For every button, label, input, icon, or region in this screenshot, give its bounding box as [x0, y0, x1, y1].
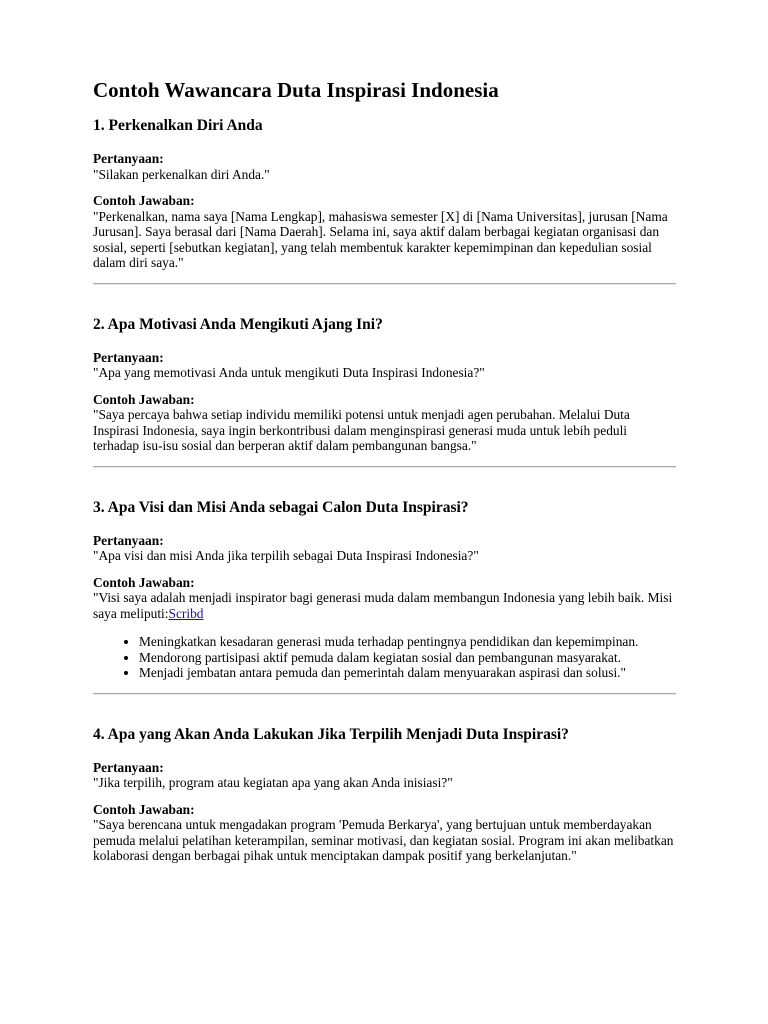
- scribd-link[interactable]: Scribd: [168, 605, 204, 621]
- section-heading: 1. Perkenalkan Diri Anda: [93, 117, 263, 134]
- list-item: • Mendorong partisipasi aktif pemuda dalam kegiatan sosial dan pembangunan masyarakat.: [139, 650, 676, 666]
- document-content: [93, 76, 676, 864]
- section-1: [93, 116, 676, 283]
- answer-label: Contoh Jawaban:: [93, 391, 195, 407]
- answer-text: "Saya berencana untuk mengadakan program 'Pemuda Berkarya', yang bertujuan untuk memberdayakan pemuda melalui pelatihan keterampilan, seminar motivasi, dan kegiatan sosial. Program ini akan melibatkan kolaborasi dengan berbagai pihak untuk menciptakan dampak positif yang berkelanjutan.": [93, 817, 674, 863]
- list-item: • Menjadi jembatan antara pemuda dan pemerintah dalam menyuarakan aspirasi dan solusi.": [139, 665, 676, 681]
- answer-label: Contoh Jawaban:: [93, 193, 195, 208]
- question-text: "Jika terpilih, program atau kegiatan apa yang akan Anda inisiasi?": [93, 775, 453, 790]
- answer-label: Contoh Jawaban:: [93, 801, 195, 817]
- question-block: [93, 350, 676, 381]
- answer-text: "Saya percaya bahwa setiap individu memiliki potensi untuk menjadi agen perubahan. Melalui Duta Inspirasi Indonesia, saya ingin berkontribusi dalam menginspirasi generasi muda untuk lebih peduli terhadap isu-isu sosial dan berperan aktif dalam pembangunan bangsa.": [93, 407, 630, 453]
- question-text: "Apa yang memotivasi Anda untuk mengikuti Duta Inspirasi Indonesia?": [93, 365, 485, 380]
- answer-text: "Perkenalkan, nama saya [Nama Lengkap], mahasiswa semester [X] di [Nama Universitas], jurusan [Nama Jurusan]. Saya berasal dari [Nama Daerah]. Selama ini, saya aktif dalam berbagai kegiatan organisasi dan sosial, seperti [sebutkan kegiatan], yang telah membentuk karakter kepemimpinan dan kepedulian sosial dalam diri saya.": [93, 208, 668, 270]
- answer-block: [93, 392, 676, 454]
- question-label: Pertanyaan:: [93, 349, 164, 365]
- section-2: [93, 285, 676, 466]
- answer-label: Contoh Jawaban:: [93, 574, 195, 590]
- answer-block: [93, 575, 676, 681]
- section-4: [93, 695, 676, 864]
- section-3: [93, 468, 676, 693]
- question-label: Pertanyaan:: [93, 151, 164, 166]
- section-heading: 2. Apa Motivasi Anda Mengikuti Ajang Ini?: [93, 315, 383, 333]
- question-text: "Apa visi dan misi Anda jika terpilih sebagai Duta Inspirasi Indonesia?": [93, 548, 479, 563]
- question-text: "Silakan perkenalkan diri Anda.": [93, 166, 270, 182]
- answer-text: [93, 590, 676, 621]
- answer-block: [93, 193, 676, 271]
- list-item: • Meningkatkan kesadaran generasi muda terhadap pentingnya pendidikan dan kepemimpinan.: [139, 634, 676, 650]
- question-block: [93, 533, 676, 564]
- section-heading: 3. Apa Visi dan Misi Anda sebagai Calon Duta Inspirasi?: [93, 498, 469, 516]
- question-label: Pertanyaan:: [93, 759, 164, 775]
- question-block: [93, 151, 676, 182]
- section-heading: 4. Apa yang Akan Anda Lakukan Jika Terpilih Menjadi Duta Inspirasi?: [93, 725, 569, 743]
- question-block: [93, 760, 676, 791]
- answer-text-body: "Visi saya adalah menjadi inspirator bagi generasi muda dalam membangun Indonesia yang lebih baik. Misi saya meliputi:: [93, 590, 673, 621]
- question-label: Pertanyaan:: [93, 532, 164, 548]
- answer-block: [93, 802, 676, 864]
- document-title: Contoh Wawancara Duta Inspirasi Indonesia: [93, 78, 499, 102]
- mission-list: [93, 634, 676, 681]
